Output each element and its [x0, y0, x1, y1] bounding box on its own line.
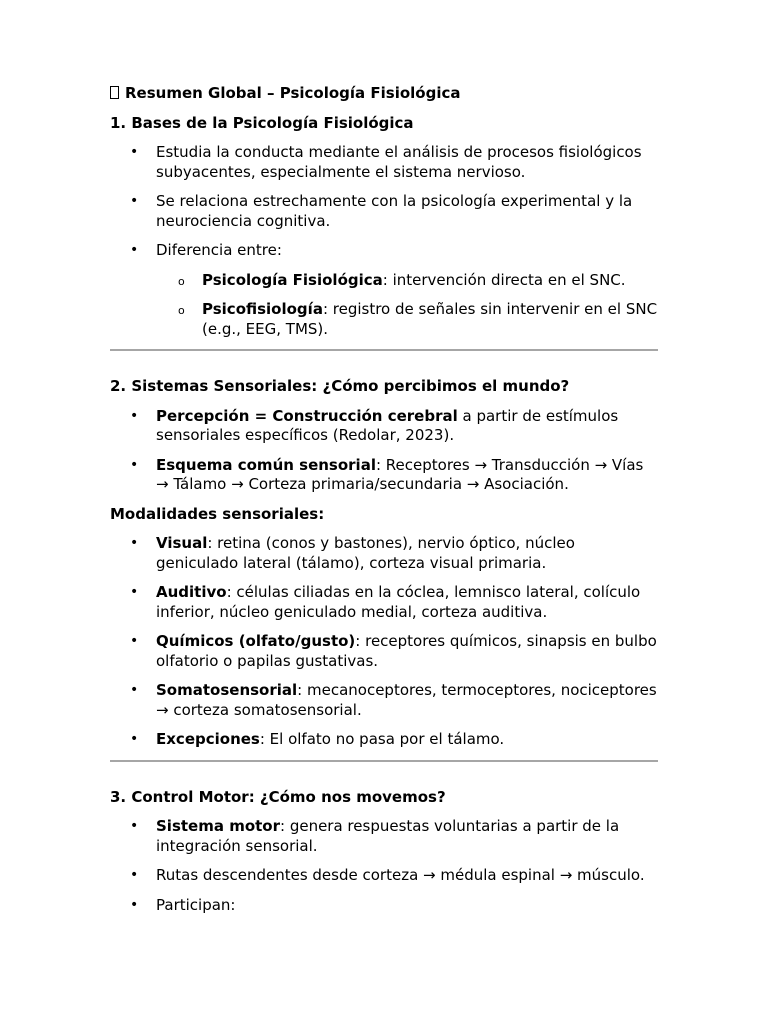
bullet-marker: •: [130, 633, 139, 649]
term-bold: Psicofisiología: [202, 300, 323, 318]
sub-list-item: [156, 300, 658, 339]
bullet-marker: •: [130, 407, 139, 424]
bullet-marker: •: [130, 818, 139, 834]
list-item: [110, 632, 658, 671]
bullet-marker: •: [130, 144, 139, 160]
term-definition: : intervención directa en el SNC.: [382, 270, 626, 289]
term-bold: Esquema común sensorial: [156, 455, 376, 474]
modalities-subheading: Modalidades sensoriales:: [110, 504, 325, 523]
document-title-text: Resumen Global – Psicología Fisiológica: [125, 84, 461, 102]
bullet-marker: •: [130, 731, 139, 747]
list-item: [110, 866, 658, 886]
list-item: [110, 407, 658, 446]
bullet-marker: •: [130, 242, 139, 258]
section-divider: [110, 349, 658, 351]
bullet-marker: •: [130, 456, 139, 473]
section-1-heading: 1. Bases de la Psicología Fisiológica: [110, 113, 414, 132]
term-bold: Somatosensorial: [156, 681, 298, 699]
term-definition: : receptores químicos, sinapsis en bulbo olfatorio o papilas gustativas.: [156, 632, 657, 670]
sub-bullet-marker: o: [178, 274, 185, 288]
term-bold: Percepción = Construcción cerebral: [156, 406, 458, 425]
document-title: [110, 84, 658, 104]
section-2-list: [110, 407, 658, 495]
section-3-list: [110, 817, 658, 915]
bullet-marker: •: [130, 867, 139, 883]
bullet-marker: •: [130, 193, 139, 209]
list-item: [110, 817, 658, 856]
term-bold: Químicos (olfato/gusto): [156, 632, 356, 650]
list-item-text: Participan:: [156, 895, 236, 914]
term-bold: Excepciones: [156, 730, 260, 748]
missing-glyph-icon: [110, 86, 119, 99]
list-item: [110, 896, 658, 916]
list-item: [110, 241, 658, 339]
bullet-marker: •: [130, 896, 139, 913]
section-divider: [110, 760, 658, 762]
document-page: [110, 84, 658, 925]
list-item: [110, 681, 658, 720]
sub-bullet-marker: o: [178, 304, 185, 317]
term-bold: Visual: [156, 534, 208, 552]
section-2-heading: 2. Sistemas Sensoriales: ¿Cómo percibimos el mundo?: [110, 377, 570, 395]
term-bold: Auditivo: [156, 583, 227, 601]
list-item: [110, 456, 658, 495]
section-1-list: [110, 143, 658, 339]
term-definition: : registro de señales sin intervenir en el SNC (e.g., EEG, TMS).: [202, 300, 658, 338]
bullet-marker: •: [130, 682, 139, 698]
bullet-marker: •: [130, 584, 139, 600]
list-item: [110, 534, 658, 573]
list-item: [110, 583, 658, 622]
term-definition: : mecanoceptores, termoceptores, nociceptores → corteza somatosensorial.: [156, 681, 657, 719]
list-item-text: Estudia la conducta mediante el análisis de procesos fisiológicos subyacentes, especialmente el sistema nervioso.: [156, 143, 642, 181]
term-definition: : El olfato no pasa por el tálamo.: [259, 730, 505, 748]
modalities-list: [110, 534, 658, 750]
list-item-text: Diferencia entre:: [156, 241, 282, 259]
term-definition: a partir de estímulos sensoriales específicos (Redolar, 2023).: [156, 406, 619, 444]
sub-list: [156, 271, 658, 340]
term-definition: : retina (conos y bastones), nervio óptico, núcleo geniculado lateral (tálamo), corteza visual primaria.: [156, 534, 575, 572]
term-definition: : células ciliadas en la cóclea, lemnisco lateral, colículo inferior, núcleo geniculado medial, corteza auditiva.: [156, 583, 641, 621]
term-bold: Psicología Fisiológica: [202, 270, 383, 289]
list-item: [110, 192, 658, 231]
list-item-text: Se relaciona estrechamente con la psicología experimental y la neurociencia cognitiva.: [156, 192, 633, 230]
sub-list-item: [156, 271, 658, 291]
section-3-heading: 3. Control Motor: ¿Cómo nos movemos?: [110, 787, 446, 806]
list-item-text: Rutas descendentes desde corteza → médula espinal → músculo.: [156, 866, 645, 884]
term-bold: Sistema motor: [156, 817, 280, 835]
term-definition: : genera respuestas voluntarias a partir de la integración sensorial.: [156, 817, 620, 855]
list-item: [110, 143, 658, 182]
list-item: [110, 730, 658, 750]
bullet-marker: •: [130, 535, 139, 551]
term-definition: : Receptores → Transducción → Vías → Tálamo → Corteza primaria/secundaria → Asociación.: [156, 455, 644, 493]
